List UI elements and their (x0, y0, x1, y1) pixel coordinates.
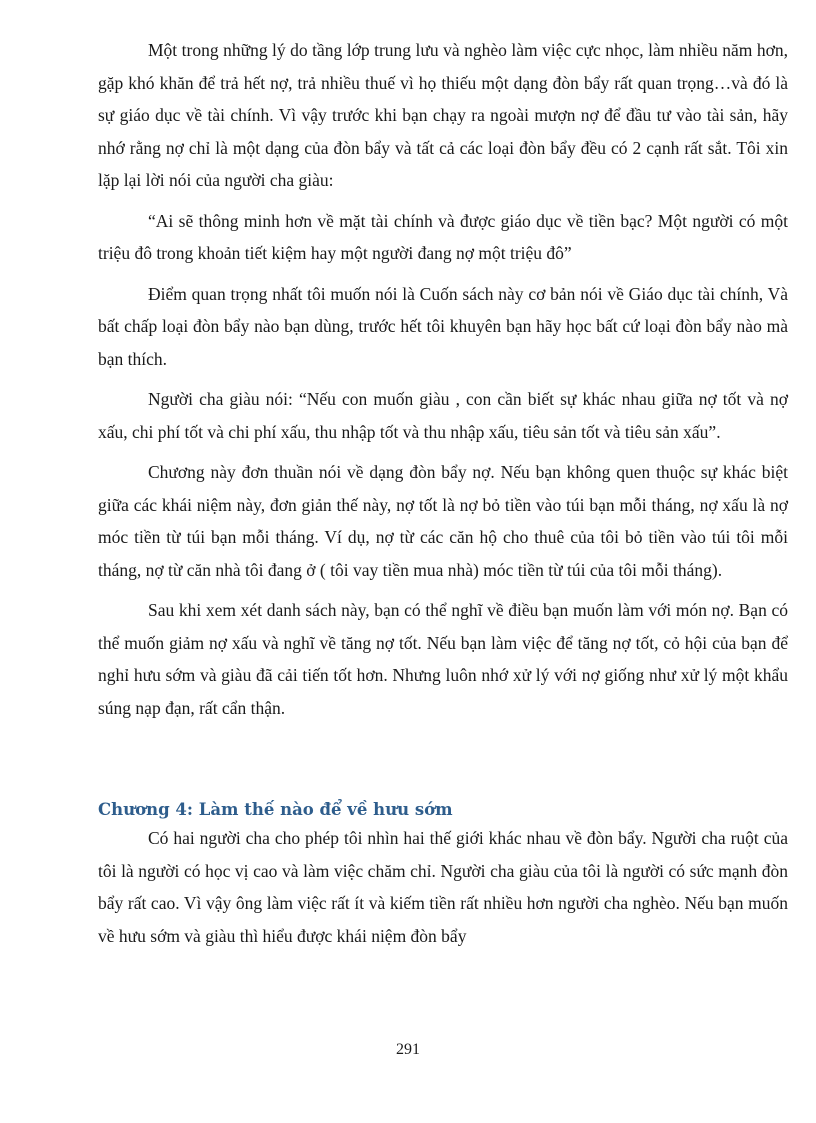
paragraph: Sau khi xem xét danh sách này, bạn có thể nghĩ về điều bạn muốn làm với món nợ. Bạn có thể muốn giảm nợ xấu và nghĩ về tăng nợ tốt. Nếu bạn làm việc để tăng nợ tốt, cỏ hội của bạn để nghỉ hưu sớm và giàu đã cải tiến tốt hơn. Nhưng luôn nhớ xử lý với nợ giống như xử lý một khẩu súng nạp đạn, rất cẩn thận. (98, 600, 788, 718)
paragraph: Người cha giàu nói: “Nếu con muốn giàu , con cần biết sự khác nhau giữa nợ tốt và nợ xấu, chi phí tốt và chi phí xấu, thu nhập tốt và thu nhập xấu, tiêu sản tốt và tiêu sản xấu”. (98, 389, 788, 442)
quote-paragraph: “Ai sẽ thông minh hơn về mặt tài chính và được giáo dục về tiền bạc? Một người có một triệu đô trong khoản tiết kiệm hay một người đang nợ một triệu đô” (98, 210, 788, 263)
page-content (98, 34, 788, 952)
paragraph: Điểm quan trọng nhất tôi muốn nói là Cuốn sách này cơ bản nói về Giáo dục tài chính, Và bất chấp loại đòn bẩy nào bạn dùng, trước hết tôi khuyên bạn hãy học bất cứ loại đòn bẩy nào mà bạn thích. (98, 283, 788, 369)
page-number: 291 (396, 1041, 420, 1058)
paragraph: Một trong những lý do tầng lớp trung lưu và nghèo làm việc cực nhọc, làm nhiều năm hơn, gặp khó khăn để trả hết nợ, trả nhiều thuế vì họ thiếu một dạng đòn bẩy rất quan trọng…và đó là sự giáo dục về tài chính. Vì vậy trước khi bạn chạy ra ngoài mượn nợ để đầu tư vào tài sản, hãy nhớ rằng nợ chỉ là một dạng của đòn bẩy và tất cả các loại đòn bẩy đều có 2 cạnh rất sắt. Tôi xin lặp lại lời nói của người cha giàu: (98, 40, 788, 190)
paragraph: Có hai người cha cho phép tôi nhìn hai thế giới khác nhau về đòn bẩy. Người cha ruột của tôi là người có học vị cao và làm việc chăm chỉ. Người cha giàu của tôi là người có sức mạnh đòn bẩy rất cao. Vì vậy ông làm việc rất ít và kiếm tiền rất nhiều hơn người cha nghèo. Nếu bạn muốn về hưu sớm và giàu thì hiểu được khái niệm đòn bẩy (98, 828, 788, 946)
chapter-heading: Chương 4: Làm thế nào để về hưu sớm (98, 800, 453, 819)
paragraph: Chương này đơn thuần nói về dạng đòn bẩy nợ. Nếu bạn không quen thuộc sự khác biệt giữa các khái niệm này, đơn giản thế này, nợ tốt là nợ bỏ tiền vào túi bạn mỗi tháng, nợ xấu là nợ móc tiền từ túi bạn mỗi tháng. Ví dụ, nợ từ các căn hộ cho thuê của tôi bỏ tiền vào túi tôi mỗi tháng, nợ từ căn nhà tôi đang ở ( tôi vay tiền mua nhà) móc tiền từ túi của tôi mỗi tháng). (98, 462, 788, 580)
